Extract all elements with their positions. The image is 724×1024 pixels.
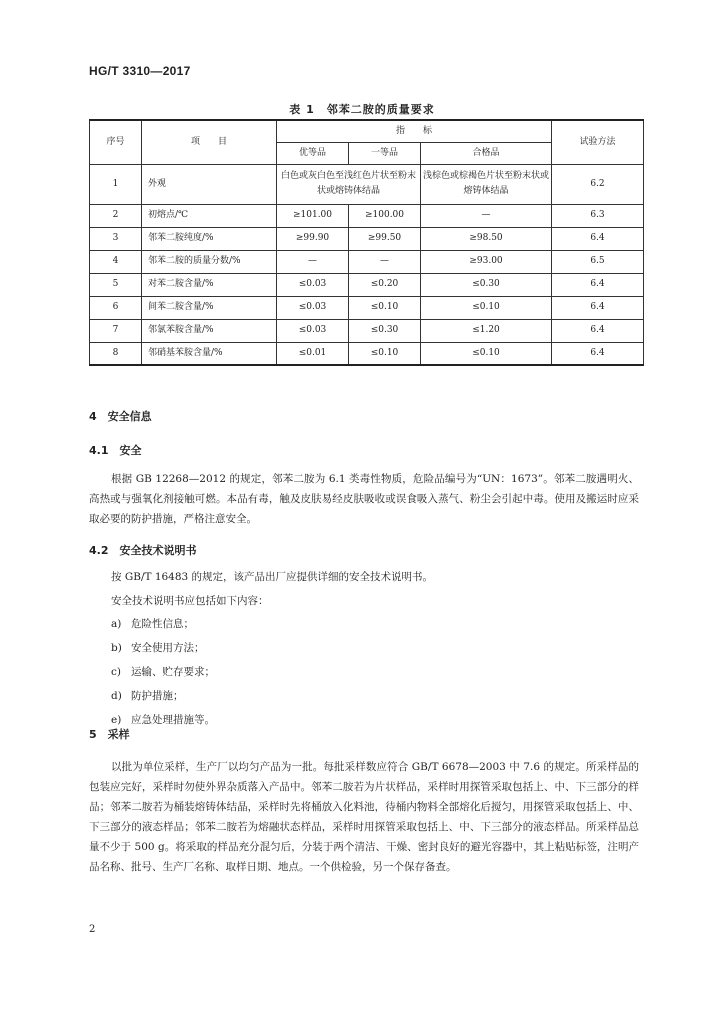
quality-requirements-table <box>89 119 644 366</box>
row-number: 1 <box>90 164 142 204</box>
row-grade-qualified: ≥98.50 <box>421 227 552 250</box>
list-item <box>111 688 184 703</box>
row-method: 6.3 <box>552 204 644 227</box>
row-number: 3 <box>90 227 142 250</box>
row-item: 初熔点/℃ <box>142 204 277 227</box>
section-heading-sds: 4.2 安全技术说明书 <box>89 544 197 557</box>
table-title: 表 1 邻苯二胺的质量要求 <box>289 103 435 116</box>
list-text: 应急处理措施等。 <box>131 714 215 726</box>
row-grade-qualified: ≤0.10 <box>421 342 552 365</box>
row-grade-qualified: ≤0.30 <box>421 273 552 296</box>
sds-paragraph-1: 按 GB/T 16483 的规定，该产品出厂应提供详细的安全技术说明书。 <box>111 571 434 583</box>
row-method: 6.4 <box>552 342 644 365</box>
row-grade-first: ≥100.00 <box>349 204 421 227</box>
header-grade-qualified: 合格品 <box>421 142 552 164</box>
table-row <box>90 296 644 319</box>
sampling-paragraph: 以批为单位采样，生产厂以均匀产品为一批。每批采样数应符合 GB/T 6678—2003 中 7.6 的规定。所采样品的包装应完好，采样时勿使外界杂质落入产品中。邻苯二胺若为片状样品，采样时用探管采取包括上、中、下三部分的样品；邻苯二胺若为桶装熔铸体结晶，采样时先将桶放入化料池，待桶内物料全部熔化后搅匀，用探管采取包括上、中、下三部分的液态样品；邻苯二胺若为熔融状态样品，采样时用探管采取包括上、中、下三部分的液态样品。所采样品总量不少于 500 g。将采取的样品充分混匀后，分装于两个清洁、干燥、密封良好的避光容器中，其上粘贴标签，注明产品名称、批号、生产厂名称、取样日期、地点。一个供检验，另一个保存备查。 <box>89 761 639 873</box>
row-grade-superior: ≤0.03 <box>277 319 349 342</box>
row-item: 对苯二胺含量/% <box>142 273 277 296</box>
row-grade-qualified: ≤1.20 <box>421 319 552 342</box>
row-method: 6.4 <box>552 273 644 296</box>
row-method: 6.5 <box>552 250 644 273</box>
row-number: 4 <box>90 250 142 273</box>
row-grade-superior: ≤0.03 <box>277 273 349 296</box>
row-grade-superior: ≤0.01 <box>277 342 349 365</box>
page-number: 2 <box>89 924 96 935</box>
list-text: 危险性信息； <box>131 618 194 630</box>
list-text: 安全使用方法； <box>131 642 205 654</box>
table-row <box>90 342 644 365</box>
table-row <box>90 319 644 342</box>
row-method: 6.4 <box>552 296 644 319</box>
row-grade-superior: ≥99.90 <box>277 227 349 250</box>
row-item: 外观 <box>142 164 277 204</box>
standard-code: HG/T 3310—2017 <box>89 64 191 78</box>
row-grade-superior-first: 白色或灰白色至浅红色片状至粉末状或熔铸体结晶 <box>277 164 421 204</box>
section-heading-safety-info: 4 安全信息 <box>89 410 152 423</box>
table-row <box>90 250 644 273</box>
list-item <box>111 664 215 679</box>
list-item <box>111 640 205 655</box>
table-row <box>90 227 644 250</box>
list-text: 运输、贮存要求； <box>131 666 215 678</box>
row-method: 6.2 <box>552 164 644 204</box>
row-grade-qualified: 浅棕色或棕褐色片状至粉末状或熔铸体结晶 <box>421 164 552 204</box>
row-grade-superior: ≤0.03 <box>277 296 349 319</box>
row-number: 2 <box>90 204 142 227</box>
header-grade-first: 一等品 <box>349 142 421 164</box>
list-item <box>111 616 194 631</box>
row-item: 间苯二胺含量/% <box>142 296 277 319</box>
table-row <box>90 204 644 227</box>
list-marker: c) <box>111 666 121 678</box>
header-index: 指 标 <box>277 120 552 142</box>
list-marker: e) <box>111 714 122 726</box>
list-text: 防护措施； <box>131 690 184 702</box>
row-grade-superior: — <box>277 250 349 273</box>
row-number: 6 <box>90 296 142 319</box>
row-method: 6.4 <box>552 227 644 250</box>
section-heading-sampling: 5 采样 <box>89 728 130 741</box>
list-item <box>111 712 215 727</box>
sds-paragraph-2: 安全技术说明书应包括如下内容： <box>111 595 269 607</box>
row-grade-first: ≥99.50 <box>349 227 421 250</box>
row-grade-first: ≤0.20 <box>349 273 421 296</box>
header-item: 项 目 <box>142 120 277 164</box>
list-marker: b) <box>111 642 122 654</box>
header-seq: 序号 <box>90 120 142 164</box>
row-grade-first: ≤0.30 <box>349 319 421 342</box>
table-row <box>90 164 644 204</box>
row-number: 8 <box>90 342 142 365</box>
row-number: 7 <box>90 319 142 342</box>
row-grade-qualified: ≥93.00 <box>421 250 552 273</box>
row-number: 5 <box>90 273 142 296</box>
row-item: 邻苯二胺的质量分数/% <box>142 250 277 273</box>
row-item: 邻硝基苯胺含量/% <box>142 342 277 365</box>
row-method: 6.4 <box>552 319 644 342</box>
row-grade-first: — <box>349 250 421 273</box>
section-heading-safety: 4.1 安全 <box>89 444 142 457</box>
row-grade-superior: ≥101.00 <box>277 204 349 227</box>
row-grade-qualified: ≤0.10 <box>421 296 552 319</box>
header-grade-superior: 优等品 <box>277 142 349 164</box>
safety-paragraph: 根据 GB 12268—2012 的规定，邻苯二胺为 6.1 类毒性物质，危险品编号为“UN：1673”。邻苯二胺遇明火、高热或与强氧化剂接触可燃。本品有毒，触及皮肤易经皮肤吸收或误食吸入蒸气、粉尘会引起中毒。使用及搬运时应采取必要的防护措施，严格注意安全。 <box>89 473 639 525</box>
row-grade-first: ≤0.10 <box>349 342 421 365</box>
row-item: 邻苯二胺纯度/% <box>142 227 277 250</box>
header-method: 试验方法 <box>552 120 644 164</box>
table-row <box>90 273 644 296</box>
row-grade-qualified: — <box>421 204 552 227</box>
list-marker: d) <box>111 690 122 702</box>
row-item: 邻氯苯胺含量/% <box>142 319 277 342</box>
list-marker: a) <box>111 618 122 630</box>
row-grade-first: ≤0.10 <box>349 296 421 319</box>
